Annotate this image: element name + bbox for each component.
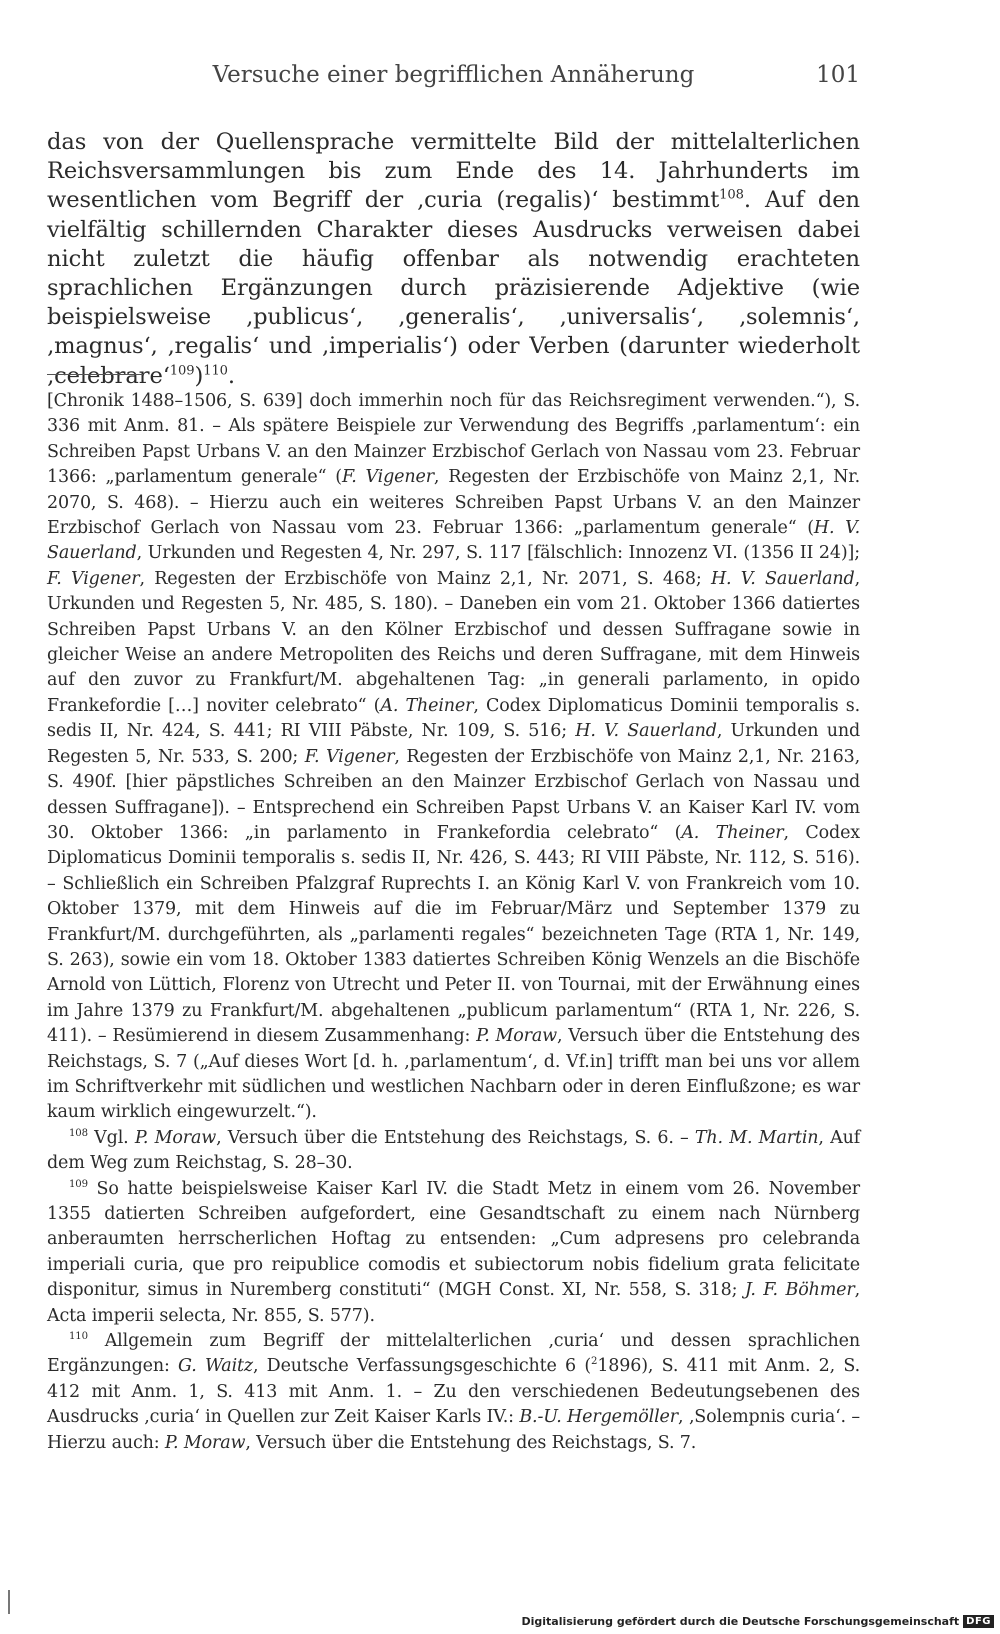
fn-text: , ‚Solempnis curia‘. – Hierzu auch:	[47, 1407, 860, 1453]
fn-text: Allgemein zum Begriff der mittelalterlichen ‚curia‘ und dessen sprachlichen Ergänzungen:	[47, 1331, 860, 1377]
fn-text: , Codex Diplomaticus Dominii temporalis s. sedis II, Nr. 424, S. 441; RI VIII Päbste, Nr. 109, S. 516;	[47, 695, 860, 742]
fn-text: , Deutsche Verfassungsgeschichte 6 (	[252, 1356, 592, 1377]
dfg-logo-icon: DFG	[963, 1615, 994, 1628]
fn-text: , Acta imperii selecta, Nr. 855, S. 577).	[47, 1280, 860, 1326]
fn-text: , Regesten der Erzbischöfe von Mainz 2,1, Nr. 2163, S. 490f. [hier päpstliches Schreiben an den Mainzer Erzbischof Gerlach von Nassau und dessen Suffragane]). – Entsprechend ein Schreiben Papst Urbans V. an Kaiser Karl IV. vom 30. Oktober 1366: „in parlamento in Frankefordia celebrato“ (	[47, 746, 860, 843]
margin-mark	[8, 1590, 10, 1614]
fn-text: , Regesten der Erzbischöfe von Mainz 2,1, Nr. 2071, S. 468;	[139, 568, 711, 589]
fn-text: Vgl.	[87, 1127, 135, 1148]
fn-author: B.-U. Hergemöller	[519, 1407, 678, 1428]
footnote-ref-109[interactable]: 109	[169, 363, 195, 379]
fn-author: P. Moraw	[476, 1026, 557, 1047]
credit-text: Digitalisierung gefördert durch die Deutsche Forschungsgemeinschaft	[521, 1615, 960, 1628]
fn-text: , Regesten der Erzbischöfe von Mainz 2,1, Nr. 2070, S. 468). – Hierzu auch ein weiteres Schreiben Papst Urbans V. an den Mainzer Erzbischof Gerlach von Nassau vom 23. Februar 1366: „parlamentum generale“ (	[47, 467, 860, 539]
footnote-ref-110[interactable]: 110	[203, 363, 228, 379]
body-text-run: .	[227, 362, 236, 389]
body-text-run: . Auf den vielfältig schillernden Charakter dieses Ausdrucks verweisen dabei nicht zuletzt die häufig offenbar als notwendig erachteten sprachlichen Ergänzungen durch präzisierende Adjektive (wie beispielsweise ‚publicus‘, ‚generalis‘, ‚universalis‘, ‚solemnis‘, ‚magnus‘, ‚regalis‘ und ‚imperialis‘) oder Verben (darunter wiederholt ‚celebrare‘	[47, 187, 860, 389]
footnote-number: 110	[69, 1331, 88, 1343]
footnote-108	[47, 1126, 860, 1177]
fn-author: H. V. Sauerland	[47, 518, 860, 564]
digitization-credit	[521, 1615, 994, 1628]
footnote-continued	[47, 389, 860, 1126]
page-number: 101	[816, 62, 860, 88]
fn-text: , Versuch über die Entstehung des Reichstags, S. 7 („Auf dieses Wort [d. h. ‚parlamentum‘, d. Vf.in] trifft man bei uns vor allem im Schriftverkehr mit südlichen und westlichen Nachbarn oder in deren Einflußzone; es war kaum wirklich eingewurzelt.“).	[47, 1026, 860, 1123]
fn-author: Th. M. Martin	[694, 1127, 819, 1148]
fn-author: A. Theiner	[681, 822, 784, 843]
fn-text: , Urkunden und Regesten 5, Nr. 533, S. 200;	[47, 721, 861, 767]
fn-author: P. Moraw	[134, 1127, 217, 1148]
fn-author: G. Waitz	[178, 1356, 253, 1377]
footnotes	[47, 389, 860, 1456]
edition-number: 2	[591, 1356, 598, 1368]
fn-author: F. Vigener	[341, 467, 434, 488]
fn-author: H. V. Sauerland	[710, 568, 855, 589]
fn-text: , Codex Diplomaticus Dominii temporalis s. sedis II, Nr. 426, S. 443; RI VIII Päbste, Nr. 112, S. 516). – Schließlich ein Schreiben Pfalzgraf Ruprechts I. an König Karl V. von Frankreich vom 10. Oktober 1379, mit dem Hinweis auf die im Februar/März und September 1379 zu Frankfurt/M. durchgeführten, als „parlamenti regales“ bezeichneten Tage (RTA 1, Nr. 149, S. 263), sowie ein vom 18. Oktober 1383 datiertes Schreiben König Wenzels an die Bischöfe Arnold von Lüttich, Florenz von Utrecht und Peter II. von Tournai, mit der Erwähnung eines im Jahre 1379 zu Frankfurt/M. abgehaltenen „publicum parlamentum“ (RTA 1, Nr. 226, S. 411). – Resümierend in diesem Zusammenhang:	[47, 822, 860, 1047]
fn-text: , Auf dem Weg zum Reichstag, S. 28–30.	[47, 1127, 861, 1174]
fn-text: , Urkunden und Regesten 4, Nr. 297, S. 117 [fälschlich: Innozenz VI. (1356 II 24)];	[136, 543, 860, 564]
footnote-number: 108	[69, 1127, 88, 1139]
footnote-number: 109	[69, 1178, 88, 1190]
body-text-run: )	[194, 362, 204, 389]
fn-text: , Urkunden und Regesten 5, Nr. 485, S. 180). – Daneben ein vom 21. Oktober 1366 datiertes Schreiben Papst Urbans V. an den Kölner Erzbischof und dessen Suffragane sowie in gleicher Weise an andere Metropoliten des Reichs und deren Suffragane, mit dem Hinweis auf den zuvor zu Frankfurt/M. abgehaltenen Tag: „in generali parlamento, in opido Frankefordie […] noviter celebrato“ (	[47, 568, 860, 716]
running-title: Versuche einer begrifflichen Annäherung	[212, 62, 695, 88]
footnote-109	[47, 1177, 860, 1329]
fn-author: F. Vigener	[304, 746, 395, 767]
fn-text: , Versuch über die Entstehung des Reichstags, S. 7.	[245, 1432, 697, 1453]
fn-author: P. Moraw	[164, 1432, 246, 1453]
footnote-separator	[47, 374, 143, 375]
fn-text: , Versuch über die Entstehung des Reichstags, S. 6. –	[216, 1127, 695, 1148]
fn-text: [Chronik 1488–1506, S. 639] doch immerhin noch für das Reichsregiment verwenden.“), S. 336 mit Anm. 81. – Als spätere Beispiele zur Verwendung des Begriffs ‚parlamentum‘: ein Schreiben Papst Urbans V. an den Mainzer Erzbischof Gerlach von Nassau vom 23. Februar 1366: „parlamentum generale“ (	[47, 391, 860, 488]
fn-author: A. Theiner	[380, 695, 474, 716]
fn-author: J. F. Böhmer	[744, 1280, 855, 1301]
footnote-110	[47, 1329, 860, 1456]
fn-author: F. Vigener	[47, 568, 140, 589]
fn-text: 1896), S. 411 mit Anm. 2, S. 412 mit Anm. 1, S. 413 mit Anm. 1. – Zu den verschiedenen Bedeutungsebenen des Ausdrucks ‚curia‘ in Quellen zur Zeit Kaiser Karls IV.:	[47, 1356, 860, 1428]
body-paragraph	[47, 128, 860, 391]
fn-text: So hatte beispielsweise Kaiser Karl IV. die Stadt Metz in einem vom 26. November 1355 datierten Schreiben aufgefordert, eine Gesandtschaft zu einem nach Nürnberg anberaumten herrscherlichen Hoftag zu entsenden: „Cum adpresens pro celebranda imperiali curia, que pro reipublice comodis et subiectorum nobis fidelium grata felicitate disponitur, simus in Nuremberg constituti“ (MGH Const. XI, Nr. 558, S. 318;	[47, 1178, 860, 1301]
body-text-run: das von der Quellensprache vermittelte Bild der mittelalterlichen Reichsversammlungen bis zum Ende des 14. Jahrhunderts im wesentlichen vom Begriff der ‚curia (regalis)‘ bestimmt	[47, 129, 860, 214]
fn-author: H. V. Sauerland	[575, 721, 717, 742]
footnote-ref-108[interactable]: 108	[719, 187, 744, 203]
